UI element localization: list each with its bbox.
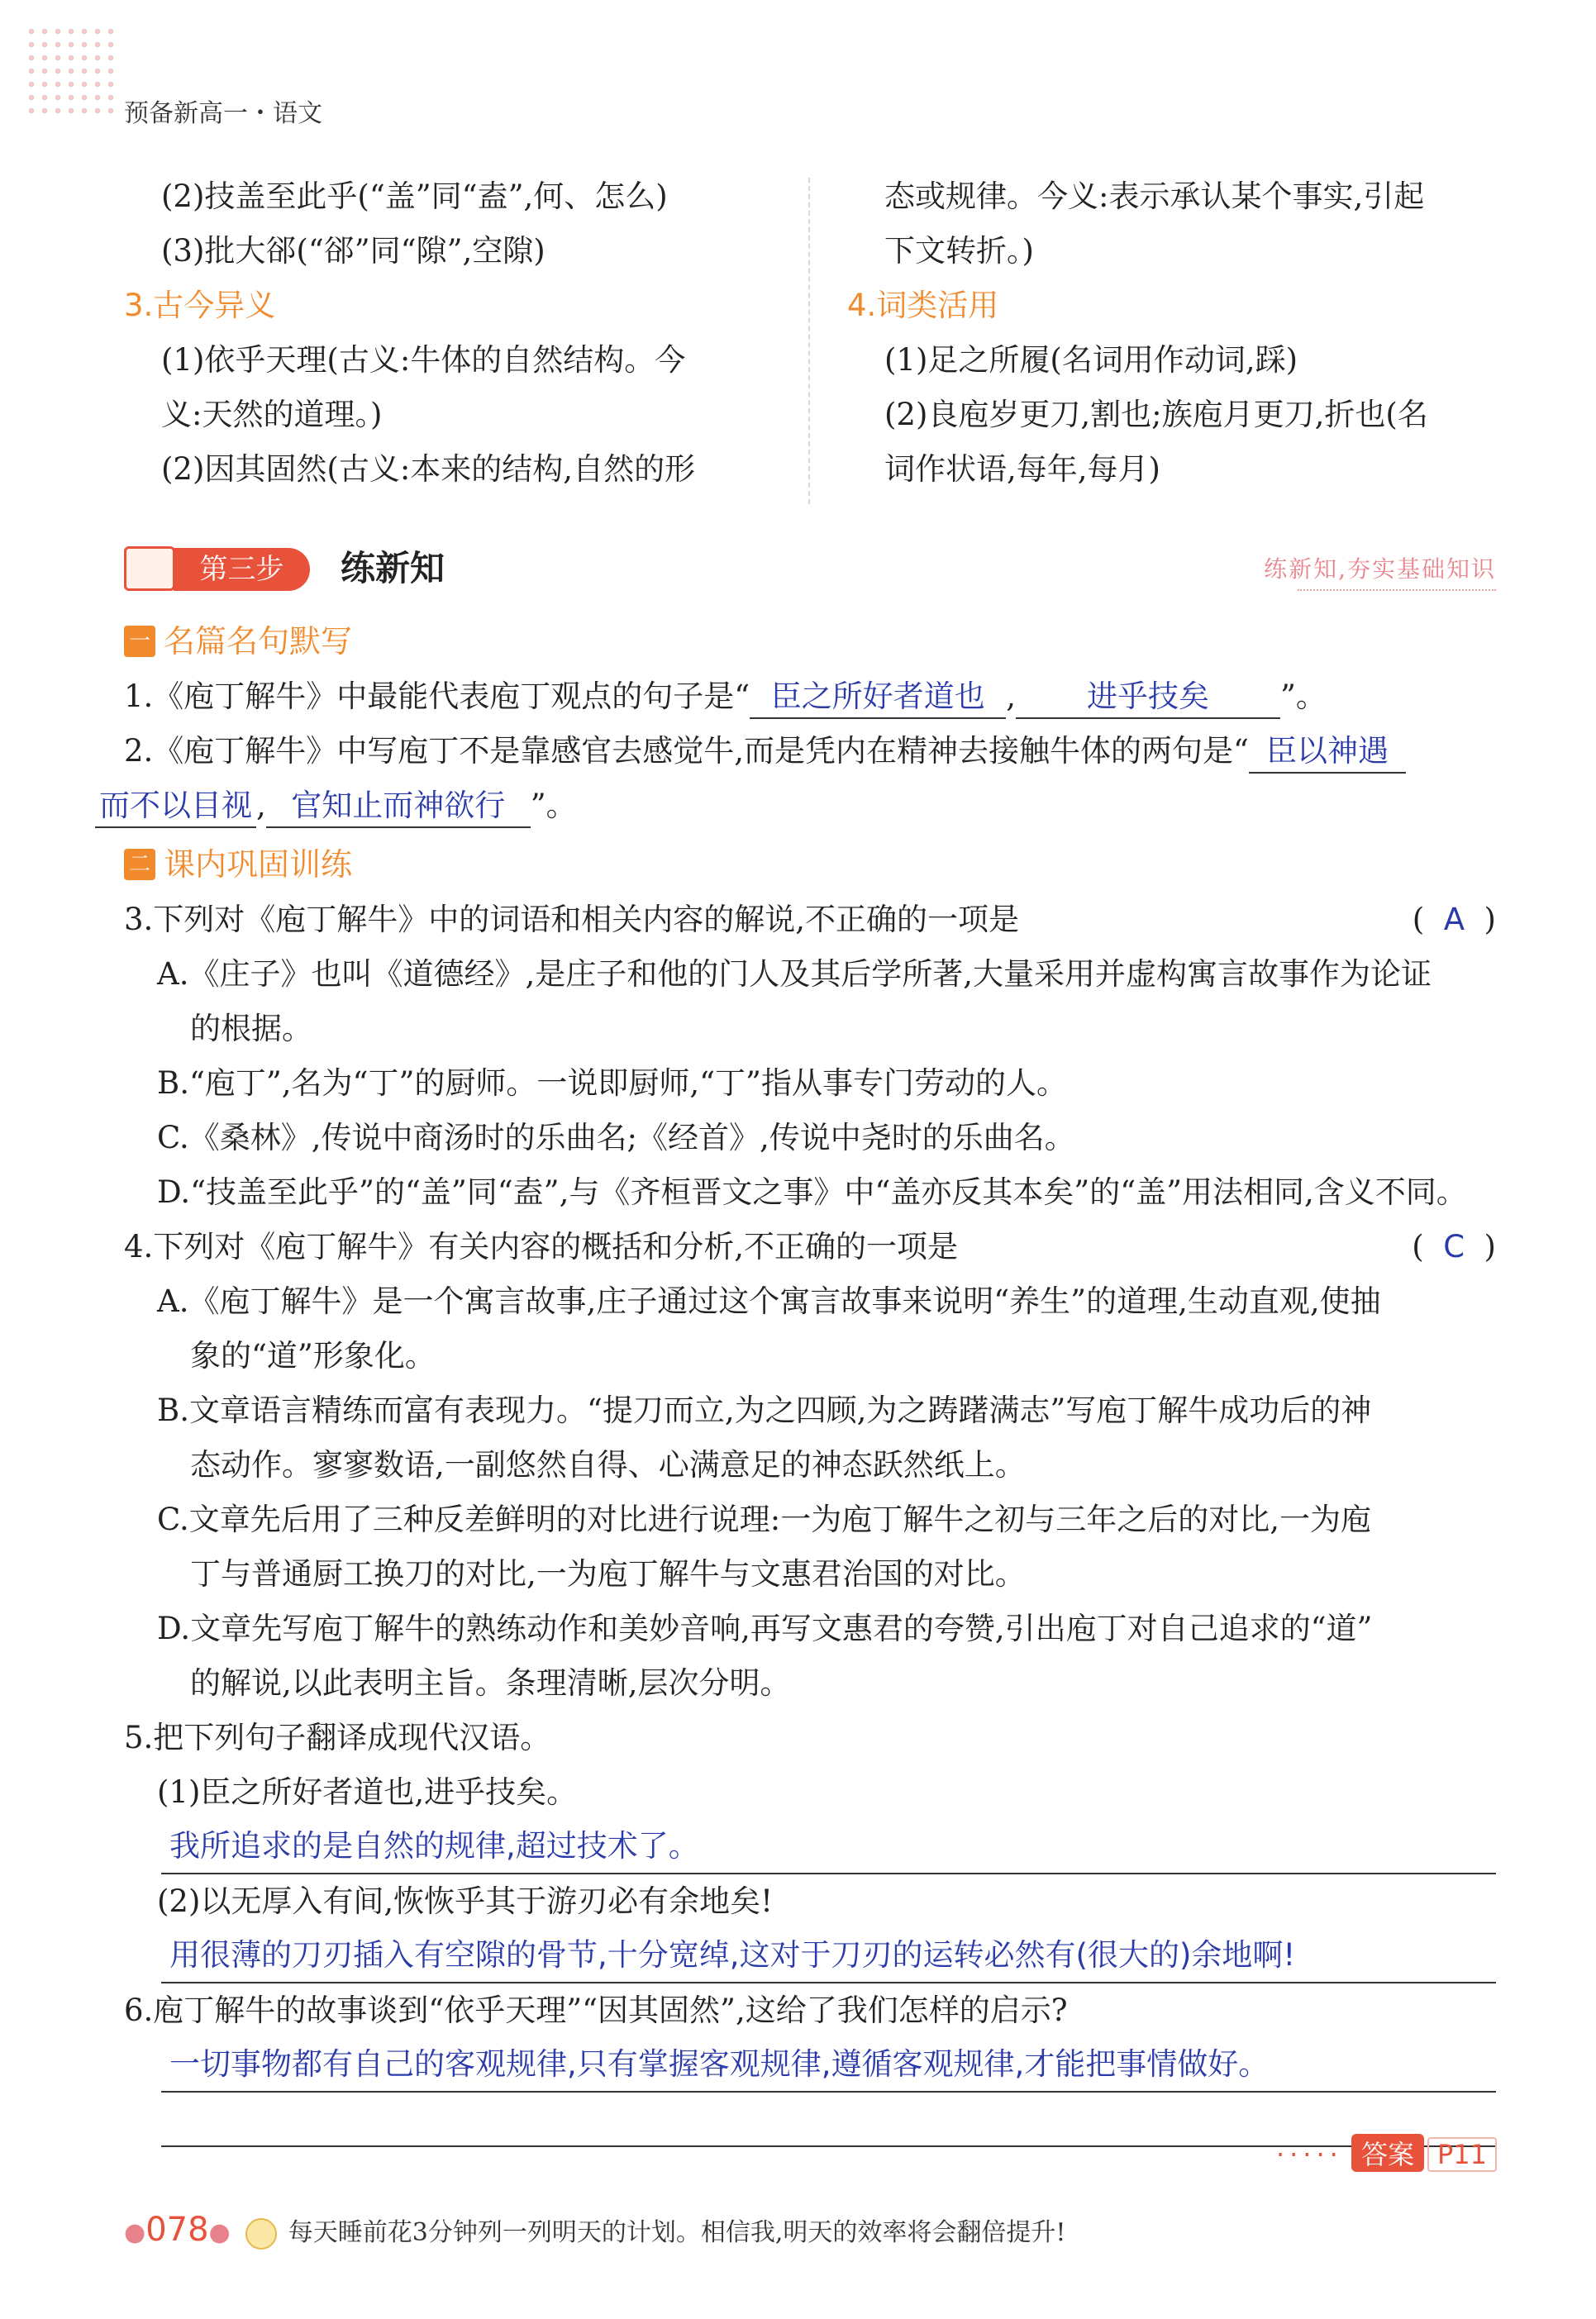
top-left-line5: (2)因其固然(古义:本来的结构,自然的形 bbox=[161, 451, 696, 487]
page-footer bbox=[124, 2211, 1065, 2250]
page-header: 预备新高一・语文 bbox=[124, 99, 322, 128]
q4-answer-paren: ( C ) bbox=[1412, 1229, 1496, 1264]
q2-prefix: 2.《庖丁解牛》中写庖丁不是靠感官去感觉牛,而是凭内在精神去接触牛体的两句是“ bbox=[124, 733, 1249, 769]
q4-answer: C bbox=[1443, 1229, 1465, 1264]
top-left-title: 3.古今异义 bbox=[124, 288, 276, 323]
q4-option-d-cont: 的解说,以此表明主旨。条理清晰,层次分明。 bbox=[190, 1665, 791, 1701]
q4-option-b-cont: 态动作。寥寥数语,一副悠然自得、心满意足的神态跃然纸上。 bbox=[190, 1447, 1026, 1483]
page-num-dot-right: ● bbox=[208, 2218, 231, 2247]
q1-suffix: ”。 bbox=[1279, 679, 1327, 714]
top-left-line2: (3)批大郤(“郤”同“隙”,空隙) bbox=[161, 233, 545, 269]
section2-badge: 二 bbox=[124, 849, 155, 880]
question-2 bbox=[124, 724, 1496, 779]
top-right-column bbox=[847, 169, 1513, 497]
top-right-line3: (1)足之所履(名词用作动词,踩) bbox=[884, 342, 1298, 378]
top-left-line1: (2)技盖至此乎(“盖”同“盍”,何、怎么) bbox=[161, 179, 668, 214]
top-left-line3: (1)依乎天理(古义:牛体的自然结构。今 bbox=[161, 342, 686, 378]
q3-option-a: A.《庄子》也叫《道德经》,是庄子和他的门人及其后学所著,大量采用并虚构寓言故事作为论证 bbox=[157, 956, 1432, 992]
answer-dots: ····· bbox=[1275, 2139, 1343, 2170]
section1-title-text: 名篇名句默写 bbox=[164, 623, 353, 660]
section2-title-text: 课内巩固训练 bbox=[164, 846, 353, 883]
question-5: 5.把下列句子翻译成现代汉语。 bbox=[124, 1720, 551, 1755]
q1-answer-1: 臣之所好者道也 bbox=[750, 676, 1006, 719]
q5-answer-2: 用很薄的刀刃插入有空隙的骨节,十分宽绰,这对于刀刃的运转必然有(很大的)余地啊! bbox=[161, 1929, 1496, 1983]
question-6: 6.庖丁解牛的故事谈到“依乎天理”“因其固然”,这给了我们怎样的启示? bbox=[124, 1993, 1068, 2028]
top-right-title: 4.词类活用 bbox=[847, 288, 999, 323]
q3-answer-paren: ( A ) bbox=[1412, 902, 1496, 937]
q3-option-b: B.“庖丁”,名为“丁”的厨师。一说即厨师,“丁”指从事专门劳动的人。 bbox=[157, 1065, 1067, 1101]
q4-option-c-cont: 丁与普通厨工换刀的对比,一为庖丁解牛与文惠君治国的对比。 bbox=[190, 1556, 1026, 1592]
question-4 bbox=[124, 1220, 1496, 1274]
q6-answer-1: 一切事物都有自己的客观规律,只有掌握客观规律,遵循客观规律,才能把事情做好。 bbox=[161, 2038, 1496, 2093]
q3-option-c: C.《桑林》,传说中商汤时的乐曲名;《经首》,传说中尧时的乐曲名。 bbox=[157, 1120, 1075, 1155]
section2-body bbox=[124, 893, 1496, 2147]
q4-stem: 4.下列对《庖丁解牛》有关内容的概括和分析,不正确的一项是 bbox=[124, 1229, 959, 1264]
column-divider bbox=[808, 178, 810, 504]
corner-dot-pattern bbox=[25, 25, 116, 116]
section1-body bbox=[99, 669, 1496, 833]
step-motto: 练新知,夯实基础知识 bbox=[1264, 555, 1496, 583]
q1-answer-2: 进乎技矣 bbox=[1016, 676, 1280, 719]
top-right-line1: 态或规律。今义:表示承认某个事实,引起 bbox=[884, 179, 1425, 214]
top-left-line4: 义:天然的道理。) bbox=[161, 397, 383, 432]
q5-sentence-2: (2)以无厚入有间,恢恢乎其于游刃必有余地矣! bbox=[157, 1883, 774, 1919]
q3-option-d: D.“技盖至此乎”的“盖”同“盍”,与《齐桓晋文之事》中“盖亦反其本矣”的“盖”用法相同,含义不同。 bbox=[157, 1174, 1467, 1210]
section2-title bbox=[124, 840, 352, 889]
q3-option-a-cont: 的根据。 bbox=[190, 1011, 312, 1046]
q5-answer-1: 我所追求的是自然的规律,超过技术了。 bbox=[161, 1820, 1496, 1874]
book-icon bbox=[124, 546, 175, 591]
q3-answer: A bbox=[1443, 902, 1465, 937]
top-right-line4: (2)良庖岁更刀,割也;族庖月更刀,折也(名 bbox=[884, 397, 1428, 432]
top-right-line2: 下文转折。) bbox=[884, 233, 1034, 269]
q1-sep: , bbox=[1006, 679, 1016, 714]
lightbulb-icon bbox=[245, 2218, 277, 2250]
question-2-cont bbox=[95, 779, 1496, 833]
q2-sep: , bbox=[256, 788, 266, 823]
answer-label: 答案 bbox=[1351, 2134, 1424, 2172]
question-3 bbox=[124, 893, 1496, 947]
q3-stem: 3.下列对《庖丁解牛》中的词语和相关内容的解说,不正确的一项是 bbox=[124, 902, 1020, 937]
page-number: 078 bbox=[145, 2211, 209, 2249]
top-right-line5: 词作状语,每年,每月) bbox=[884, 451, 1160, 487]
answer-page: P11 bbox=[1427, 2137, 1497, 2172]
q4-option-a-cont: 象的“道”形象化。 bbox=[190, 1338, 436, 1374]
section1-badge: 一 bbox=[124, 626, 155, 657]
q4-option-a: A.《庖丁解牛》是一个寓言故事,庄子通过这个寓言故事来说明“养生”的道理,生动直观,使抽 bbox=[157, 1283, 1381, 1319]
step-title: 练新知 bbox=[341, 548, 445, 588]
top-left-column bbox=[124, 169, 814, 497]
q4-option-c: C.文章先后用了三种反差鲜明的对比进行说理:一为庖丁解牛之初与三年之后的对比,一为庖 bbox=[157, 1502, 1371, 1537]
step-dotted-rule bbox=[1298, 589, 1496, 591]
footer-tip: 每天睡前花3分钟列一列明天的计划。相信我,明天的效率将会翻倍提升! bbox=[288, 2218, 1066, 2247]
q1-prefix: 1.《庖丁解牛》中最能代表庖丁观点的句子是“ bbox=[124, 679, 750, 714]
q5-sentence-1: (1)臣之所好者道也,进乎技矣。 bbox=[157, 1774, 578, 1810]
q2-answer-2: 官知止而神欲行 bbox=[266, 785, 531, 828]
step-banner bbox=[124, 541, 1496, 599]
q2-answer-1b: 而不以目视 bbox=[95, 785, 256, 828]
question-1 bbox=[124, 669, 1496, 724]
step-tag: 第三步 bbox=[174, 548, 310, 591]
q2-suffix: ”。 bbox=[530, 788, 577, 823]
section1-title bbox=[124, 617, 352, 666]
q4-option-b: B.文章语言精练而富有表现力。“提刀而立,为之四顾,为之踌躇满志”写庖丁解牛成功后的神 bbox=[157, 1393, 1372, 1428]
q2-answer-1a: 臣以神遇 bbox=[1249, 731, 1406, 774]
answer-reference bbox=[1276, 2134, 1497, 2172]
q4-option-d: D.文章先写庖丁解牛的熟练动作和美妙音响,再写文惠君的夸赞,引出庖丁对自己追求的“道” bbox=[157, 1611, 1373, 1646]
page-num-dot-left: ● bbox=[124, 2218, 146, 2247]
